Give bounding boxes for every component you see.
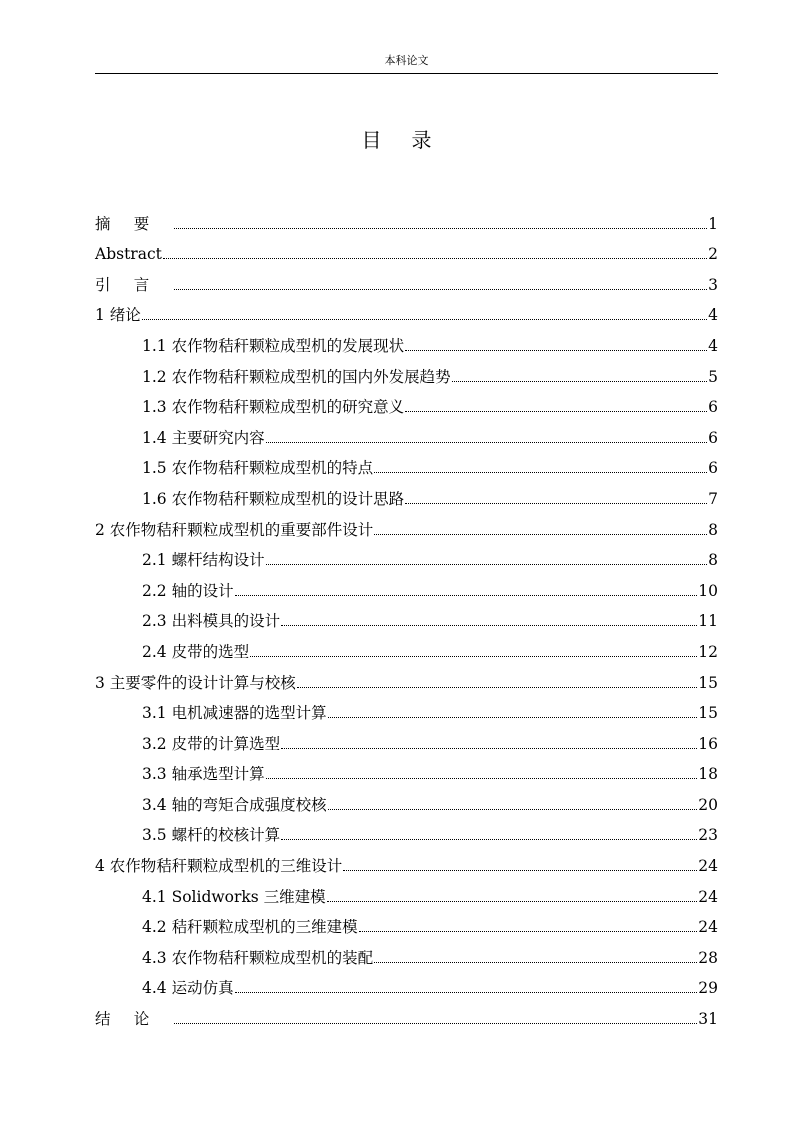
toc-dot-leader [328,809,698,810]
toc-dot-leader [235,595,698,596]
toc-page-number: 15 [698,673,718,692]
toc-entry[interactable] [95,970,718,1001]
toc-entry-label: 2.1 螺杆结构设计 [142,551,265,570]
toc-entry[interactable] [95,205,718,236]
toc-dot-leader [266,564,708,565]
toc-entry-label: 4.1 Solidworks 三维建模 [142,887,326,906]
toc-page-number: 15 [698,704,718,723]
toc-entry-label: 4.3 农作物秸秆颗粒成型机的装配 [142,948,374,967]
toc-entry-label: 2.4 皮带的选型 [142,642,250,661]
toc-entry-label: 1.4 主要研究内容 [142,428,265,447]
toc-page-number: 20 [698,795,718,814]
toc-entry-label: 3.5 螺杆的校核计算 [142,826,281,845]
toc-dot-leader [174,1023,698,1024]
toc-page-number: 24 [698,918,718,937]
toc-page-number: 16 [698,734,718,753]
toc-page-number: 8 [708,551,718,570]
toc-dot-leader [328,717,698,718]
toc-dot-leader [281,625,697,626]
toc-page-number: 28 [698,948,718,967]
toc-dot-leader [343,870,697,871]
toc-entry[interactable] [95,817,718,848]
toc-page-number: 18 [698,765,718,784]
toc-page-number: 2 [708,245,718,264]
toc-title: 目录 [361,128,462,152]
toc-page-number: 5 [708,367,718,386]
toc-page-number: 4 [708,336,718,355]
toc-entry[interactable] [95,266,718,297]
toc-dot-leader [374,472,707,473]
toc-page-number: 23 [698,826,718,845]
toc-entry[interactable] [95,419,718,450]
toc-page-number: 29 [698,979,718,998]
toc-page-number: 10 [698,581,718,600]
toc-entry-label: 摘要 [95,214,173,233]
toc-entry-label: 4.2 秸秆颗粒成型机的三维建模 [142,918,358,937]
toc-page-number: 7 [708,489,718,508]
toc-page-number: 3 [708,275,718,294]
toc-entry-label: 3 主要零件的设计计算与校核 [95,673,296,692]
toc-dot-leader [452,381,708,382]
toc-page-number: 8 [708,520,718,539]
toc-entry-label: 结论 [95,1010,173,1029]
toc-page-number: 11 [698,612,718,631]
toc-dot-leader [374,534,707,535]
toc-entry-label: 1.2 农作物秸秆颗粒成型机的国内外发展趋势 [142,367,451,386]
toc-entry[interactable] [95,878,718,909]
toc-entry-label: 3.2 皮带的计算选型 [142,734,281,753]
toc-entry[interactable] [95,297,718,328]
toc-page-number: 24 [698,887,718,906]
toc-dot-leader [359,931,698,932]
toc-dot-leader [374,962,697,963]
toc-entry-label: 4.4 运动仿真 [142,979,234,998]
toc-entry-label: 1.1 农作物秸秆颗粒成型机的发展现状 [142,336,405,355]
toc-entry[interactable] [95,633,718,664]
toc-dot-leader [174,228,708,229]
toc-dot-leader [266,778,698,779]
toc-entry[interactable] [95,511,718,542]
toc-dot-leader [163,258,707,259]
toc-entry-label: 2 农作物秸秆颗粒成型机的重要部件设计 [95,520,374,539]
toc-page-number: 6 [708,459,718,478]
toc-page-number: 31 [698,1010,718,1029]
toc-entry-label: 1.5 农作物秸秆颗粒成型机的特点 [142,459,374,478]
toc-entry[interactable] [95,480,718,511]
toc-entry[interactable] [95,1000,718,1031]
toc-dot-leader [405,350,707,351]
toc-entry[interactable] [95,786,718,817]
toc-entry-label: 3.4 轴的弯矩合成强度校核 [142,795,327,814]
toc-page-number: 4 [708,306,718,325]
toc-entry[interactable] [95,695,718,726]
toc-entry[interactable] [95,664,718,695]
toc-entry[interactable] [95,603,718,634]
toc-entry[interactable] [95,236,718,267]
toc-entry-label: 4 农作物秸秆颗粒成型机的三维设计 [95,857,343,876]
toc-entry-label: 1 绪论 [95,306,141,325]
toc-entry-label: 1.3 农作物秸秆颗粒成型机的研究意义 [142,398,405,417]
toc-dot-leader [250,656,697,657]
toc-dot-leader [266,442,708,443]
toc-entry[interactable] [95,572,718,603]
toc-dot-leader [327,901,698,902]
table-of-contents [95,205,718,1031]
toc-page-number: 6 [708,398,718,417]
toc-dot-leader [142,319,707,320]
toc-entry-label: 1.6 农作物秸秆颗粒成型机的设计思路 [142,489,405,508]
page-header: 本科论文 [384,54,429,67]
header-rule [95,73,718,74]
toc-page-number: 1 [708,214,718,233]
toc-entry[interactable] [95,542,718,573]
toc-entry[interactable] [95,847,718,878]
toc-entry[interactable] [95,725,718,756]
toc-dot-leader [405,411,707,412]
toc-dot-leader [405,503,707,504]
toc-page-number: 6 [708,428,718,447]
toc-dot-leader [235,992,698,993]
toc-dot-leader [281,839,697,840]
toc-entry[interactable] [95,939,718,970]
toc-entry[interactable] [95,450,718,481]
toc-entry[interactable] [95,327,718,358]
toc-page-number: 24 [698,857,718,876]
toc-entry[interactable] [95,909,718,940]
toc-entry[interactable] [95,389,718,420]
toc-dot-leader [174,289,708,290]
toc-entry-label: 2.3 出料模具的设计 [142,612,281,631]
toc-entry-label: Abstract [95,245,162,264]
toc-page-number: 12 [698,642,718,661]
toc-entry-label: 引言 [95,275,173,294]
toc-entry[interactable] [95,756,718,787]
toc-dot-leader [281,748,697,749]
toc-entry-label: 3.3 轴承选型计算 [142,765,265,784]
toc-dot-leader [297,687,697,688]
toc-entry[interactable] [95,358,718,389]
toc-entry-label: 3.1 电机减速器的选型计算 [142,704,327,723]
toc-entry-label: 2.2 轴的设计 [142,581,234,600]
